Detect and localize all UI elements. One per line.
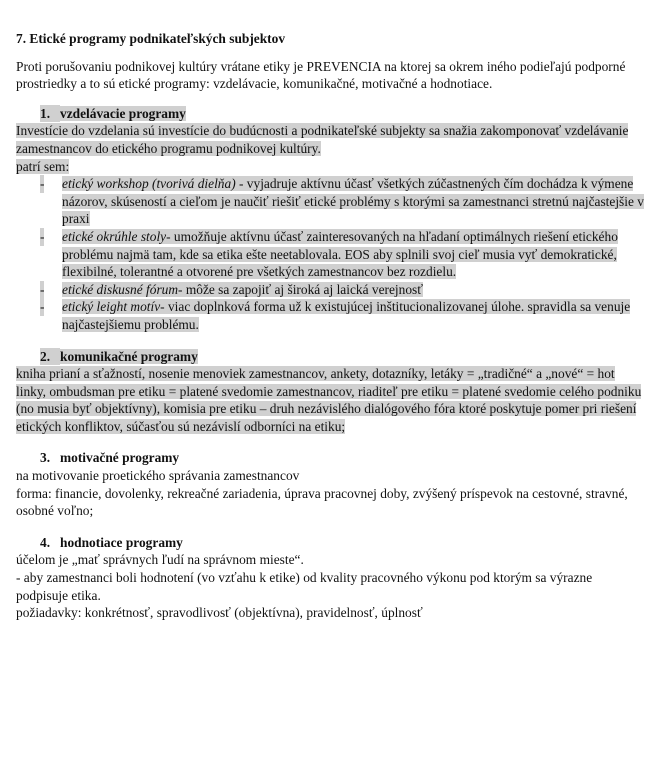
list-item-text: - môže sa zapojiť aj široká aj laická verejnosť bbox=[178, 281, 423, 297]
program-list bbox=[16, 175, 644, 333]
section-komunikacne bbox=[16, 348, 644, 436]
list-item-text: - vyjadruje aktívnu účasť všetkých zúčastnených čím dochádza k výmene názorov, skúseností a cieľom je naučiť riešiť etické problémy s ktorými sa zamestnanci stretnú najčastejšie v praxi bbox=[62, 176, 644, 227]
list-item: - etický workshop (tvorivá dielňa) - vyjadruje aktívnu účasť všetkých zúčastnených čím dochádza k výmene názorov, skúseností a cieľom je naučiť riešiť etické problémy s ktorými sa zamestnanci stretnú najčastejšie v praxi bbox=[40, 176, 644, 227]
list-item-text: - umožňuje aktívnu účasť zainteresovaných na hľadaní optimálnych riešení etického problému najmä tam, kde sa etika ešte neetablovala. EOS aby splnili svoj cieľ musia vyť demokratické, flexibilné, tolerantné a otvorené pre všetkých zamestnancov bez rozdielu. bbox=[62, 228, 618, 280]
document-title: 7. Etické programy podnikateľských subjektov bbox=[16, 31, 286, 46]
section-title: komunikačné programy bbox=[60, 348, 198, 364]
section-heading bbox=[40, 348, 644, 366]
list-item-term: etické okrúhle stoly bbox=[62, 228, 167, 244]
intro-paragraph: Proti porušovaniu podnikovej kultúry vrátane etiky je PREVENCIA na ktorej sa okrem iného podieľajú podporné prostriedky a to sú etické programy: vzdelávacie, komunikačné, motivačné a hodnotiace. bbox=[16, 58, 626, 92]
section-motivacne bbox=[16, 449, 644, 519]
section-hodnotiace bbox=[16, 534, 644, 622]
section-number: 4. bbox=[40, 534, 51, 550]
section-heading bbox=[40, 534, 644, 552]
list-item: - etické okrúhle stoly- umožňuje aktívnu účasť zainteresovaných na hľadaní optimálnych riešení etického problému najmä tam, kde sa etika ešte neetablovala. EOS aby splnili svoj cieľ musia vyť demokratické, flexibilné, tolerantné a otvorené pre všetkých zamestnancov bez rozdielu. bbox=[40, 228, 618, 280]
section-line: forma: financie, dovolenky, rekreačné zariadenia, úprava pracovnej doby, zvýšený príspevok na cestovné, stravné, osobné voľno; bbox=[16, 485, 628, 519]
section-heading bbox=[40, 449, 644, 467]
list-item: - etické diskusné fórum- môže sa zapojiť aj široká aj laická verejnosť bbox=[40, 281, 423, 297]
section-vzdelavacie bbox=[16, 105, 644, 334]
section-number: 3. bbox=[40, 450, 51, 466]
list-item-term: etický workshop (tvorivá dielňa) bbox=[62, 176, 236, 192]
section-title: vzdelávacie programy bbox=[60, 105, 186, 121]
section-number: 1. bbox=[40, 105, 60, 123]
section-body: kniha prianí a sťažností, nosenie menoviek zamestnancov, ankety, dotazníky, letáky = „tradičné“ a „nové“ = hot linky, ombudsman pre etiku = platené svedomie zamestnancov, riaditeľ pre etiku = platené svedomie celého podniku (no musia byť objektívny), komisia pre etiku – druh nezávislého dialógového fóra ktoré poskytuje pomer pri riešení etických konfliktov, súčasťou sú nezávislí odborníci na etiku; bbox=[16, 366, 642, 434]
section-lead: patrí sem: bbox=[16, 158, 70, 174]
section-heading bbox=[40, 105, 644, 123]
section-title: hodnotiace programy bbox=[60, 534, 183, 550]
section-line: - aby zamestnanci boli hodnotení (vo vzťahu k etike) od kvality pracovného výkonu pod ktorým sa výrazne podpisuje etika. bbox=[16, 570, 593, 603]
list-item-text: - viac doplnková forma už k existujúcej inštitucionalizovanej úlohe. spravidla sa venuje najčastejšiemu problému. bbox=[62, 299, 631, 332]
list-item-term: etický leight motív bbox=[62, 299, 161, 315]
document-page bbox=[16, 30, 644, 636]
section-title: motivačné programy bbox=[60, 450, 180, 466]
section-number: 2. bbox=[40, 348, 60, 366]
section-line: na motivovanie proetického správania zamestnancov bbox=[16, 468, 300, 484]
section-line: účelom je „mať správnych ľudí na správnom mieste“. bbox=[16, 552, 304, 568]
section-body: Investície do vzdelania sú investície do budúcnosti a podnikateľské subjekty sa snažia zakomponovať vzdelávanie zamestnancov do etického programu podnikovej kultúry. bbox=[16, 123, 629, 156]
list-item: - etický leight motív- viac doplnková forma už k existujúcej inštitucionalizovanej úlohe. spravidla sa venuje najčastejšiemu problému. bbox=[40, 299, 631, 332]
section-line: požiadavky: konkrétnosť, spravodlivosť (objektívna), pravidelnosť, úplnosť bbox=[16, 605, 423, 621]
list-item-term: etické diskusné fórum bbox=[62, 281, 179, 297]
